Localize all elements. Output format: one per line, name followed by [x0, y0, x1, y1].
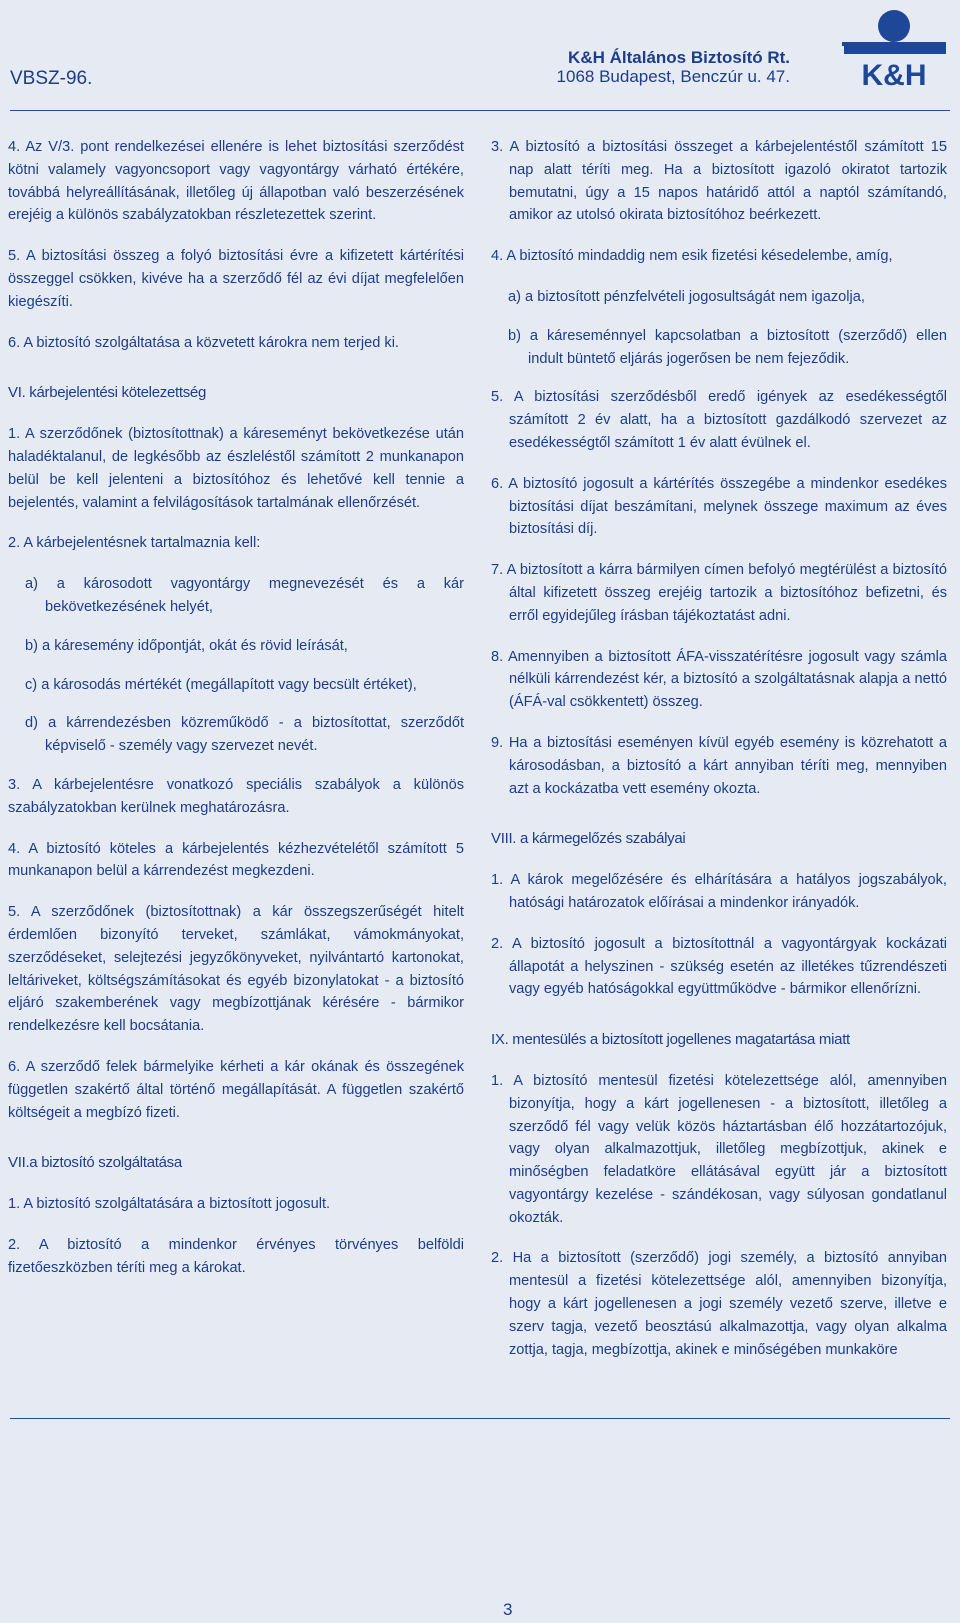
section-heading-ix: IX. mentesülés a biztosított jogellenes magatartása miatt: [491, 1031, 850, 1049]
paragraph: 4. A biztosító köteles a kárbejelentés kézhezvételétől számított 5 munkanapon belül a kárrendezést megkezdeni.: [8, 840, 464, 880]
company-info: [557, 48, 790, 86]
paragraph: 5. A biztosítási szerződésből eredő igények az esedékességtől számított 2 év alatt, ha a biztosított gazdálkodó szervezet az esedékességtől számított 1 év alatt évülnek el.: [491, 389, 947, 451]
left-column: [8, 136, 464, 1297]
paragraph: 5. A szerződőnek (biztosítottnak) a kár összegszerűségét hitelt érdemlően bizonyító terveket, számlákat, vámokmányokat, szerződéseket, selejtezési jegyzőkönyveket, nyilvántartó kartonokat, leltáriveket, költségszámításokat és egyéb bizonylatokat - a biztosító eljáró szakemberének vagy megbízottjának kérésére - bármikor rendelkezésre kell bocsátania.: [8, 904, 464, 1035]
paragraph: 4. Az V/3. pont rendelkezései ellenére is lehet biztosítási szerződést kötni valamely vagyoncsoport vagy vagyontárgy várható értékére, továbbá helyreállításának, illetőleg új állapotban való beszerzésének erejéig a különös szabályzatokban részletezettek szerint.: [8, 139, 464, 224]
paragraph: 7. A biztosított a kárra bármilyen címen befolyó megtérülést a biztosító által kifizetett összeg erejéig tartozik a biztosítóhoz befizetni, és erről egyidejűleg írásban tájékoztatást adni.: [491, 562, 947, 624]
paragraph: 8. Amennyiben a biztosított ÁFA-visszatérítésre jogosult vagy számla nélküli kárrendezést kér, a biztosító a szolgáltatásnak alapja a nettó (ÁFÁ-val csökkentett) összeg.: [491, 648, 947, 711]
paragraph: 3. A biztosító a biztosítási összeget a kárbejelentéstől számított 15 nap alatt téríti meg. Ha a biztosított igazoló okiratot tartozik bemutatni, úgy a 15 napos határidő attól a naptól számítandó, amikor az utolsó okirata biztosítóhoz beérkezett.: [491, 139, 947, 224]
section-heading-viii: VIII. a kármegelőzés szabályai: [491, 830, 686, 848]
paragraph: 6. A biztosító szolgáltatása a közvetett károkra nem terjed ki.: [8, 334, 399, 351]
header-rule: [10, 110, 950, 111]
footer-rule: [10, 1418, 950, 1419]
list-item: a) a biztosított pénzfelvételi jogosultságát nem igazolja,: [508, 288, 865, 305]
list-item: b) a káresemény időpontját, okát és rövid leírását,: [25, 637, 348, 654]
logo-text: K&H: [861, 59, 927, 86]
page-header: [0, 0, 960, 110]
paragraph: 3. A kárbejelentésre vonatkozó speciális szabályok a különös szabályzatokban kerülnek meghatározásra.: [8, 776, 464, 816]
paragraph: 5. A biztosítási összeg a folyó biztosítási évre a kifizetett kártérítési összeggel csökken, kivéve ha a szerződő fél az évi díjat megfelelően kiegészíti.: [8, 248, 464, 310]
page-number: 3: [503, 1600, 513, 1619]
document-id: VBSZ-96.: [10, 68, 93, 89]
paragraph: 6. A szerződő felek bármelyike kérheti a kár okának és összegének független szakértő által történő megállapítását. A független szakértő költségeit a megbízó fizeti.: [8, 1058, 464, 1121]
company-address: 1068 Budapest, Benczúr u. 47.: [556, 67, 790, 86]
paragraph: 2. Ha a biztosított (szerződő) jogi személy, a biztosító annyiban mentesül a fizetési kötelezettsége alól, amennyiben bizonyítja, hogy a kárt jogellenesen a jogi személy vezető szerve, illetve e szerv tagja, vezető beosztású alkalmazottja, vagy olyan alkalma zottja, tagja, megbízottja, akinek e minőségében munkaköre: [491, 1250, 947, 1358]
list-item: d) a kárrendezésben közreműködő - a biztosítottat, szerződőt képviselő - személy vagy szervezet nevét.: [25, 715, 464, 755]
paragraph: 4. A biztosító mindaddig nem esik fizetési késedelembe, amíg,: [491, 248, 893, 265]
list-item: b) a káreseménnyel kapcsolatban a biztosított (szerződő) ellen indult büntető eljárás jogerősen be nem fejeződik.: [508, 327, 947, 367]
section-heading-vii: VII.a biztosító szolgáltatása: [8, 1154, 182, 1172]
paragraph: 1. A szerződőnek (biztosítottnak) a káreseményt bekövetkezése után haladéktalanul, de legkésőbb az észleléstől számított 2 munkanapon belül be kell jelenteni a biztosítóhoz és lehetővé kell tennie a bejelentés, valamint a felvilágosítások tartalmának ellenőrzését.: [8, 426, 464, 511]
paragraph: 2. A biztosító jogosult a biztosítottnál a vagyontárgyak kockázati állapotát a helyszinen - szükség esetén az illetékes tűzrendészeti vagy egyéb hatóságokkal együttműködve - bármikor ellenőrízni.: [491, 935, 947, 998]
list-item: a) a károsodott vagyontárgy megnevezését és a kár bekövetkezésének helyét,: [25, 576, 464, 615]
paragraph: 2. A biztosító a mindenkor érvényes törvényes belföldi fizetőeszközben téríti meg a károkat.: [8, 1236, 464, 1276]
section-heading-vi: VI. kárbejelentési kötelezettség: [8, 384, 207, 402]
company-name: K&H Általános Biztosító Rt.: [568, 48, 790, 67]
paragraph: 2. A kárbejelentésnek tartalmaznia kell:: [8, 535, 261, 552]
right-column: [491, 136, 947, 1379]
paragraph: 1. A biztosító mentesül fizetési kötelezettsége alól, amennyiben bizonyítja, hogy a kárt jogellenesen - a biztosított, illetőleg a szerződő fél vagy velük közös háztartásban élő hozzátartozójuk, vagy olyan alkalmazottjuk, illetőleg megbízottjuk, akinek e minőségben feladatköre ellátásával együtt jár a biztosított vagyontárgy kezelése - szándékosan, vagy súlyosan gondatlanul okozták.: [491, 1072, 947, 1226]
paragraph: 9. Ha a biztosítási eseményen kívül egyéb esemény is közrehatott a károsodásban, a biztosító a kárt annyiban téríti meg, mennyiben azt a kockázatba vett esemény okozta.: [491, 734, 947, 797]
paragraph: 6. A biztosító jogosult a kártérítés összegébe a mindenkor esedékes biztosítási díjat beszámítani, melynek összege maximum az éves biztosítási díj.: [491, 475, 947, 538]
paragraph: 1. A károk megelőzésére és elhárítására a hatályos jogszabályok, hatósági határozatok előírásai a mindenkor irányadók.: [491, 872, 947, 911]
list-item: c) a károsodás mértékét (megállapított vagy becsült értéket),: [25, 676, 417, 693]
kh-logo: [842, 6, 946, 86]
paragraph: 1. A biztosító szolgáltatására a biztosított jogosult.: [8, 1196, 331, 1213]
